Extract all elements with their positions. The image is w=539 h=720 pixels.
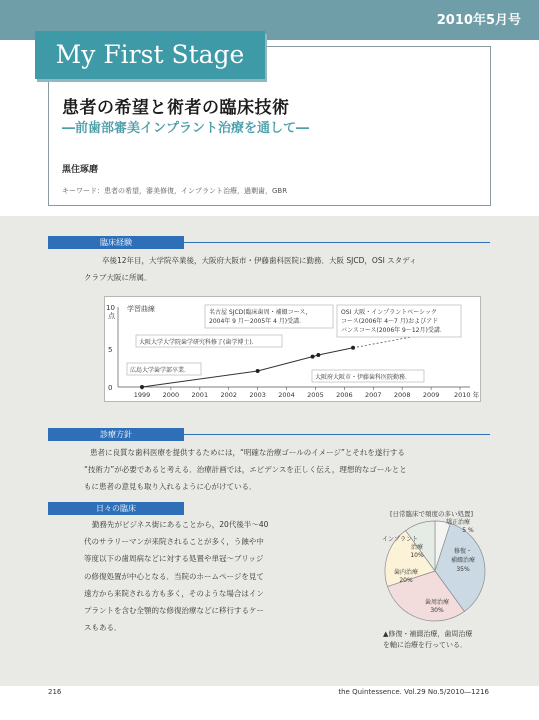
clinic-line: スもある． [84,623,122,633]
curve-point [351,346,355,350]
y-tick-10: 10 [106,304,115,312]
label-restorative-1: 修復・ [453,548,473,555]
career-text-2: クラブ大阪に所属． [84,273,152,282]
article-title: 患者の希望と術者の臨床技術 [62,98,290,118]
x-tick-label: 1999 [133,391,151,399]
x-tick-label: 2000 [162,391,180,399]
annotation-2: 大阪大学大学院歯学研究科修了(歯学博士)． [139,339,258,346]
clinic-line: 遠方から来院される方も多く，そのような場合はイン [84,588,264,598]
y-unit-label: 点 [108,312,115,320]
clinic-line: プラントを含む全顎的な修復治療などに移行するケー [84,606,264,616]
series-title: My First Stage [35,31,265,79]
annotation-3-line-2: 2004年 9 月～2005年 4 月)受講． [209,318,306,325]
annotation-1: 広島大学歯学部卒業． [130,367,191,374]
section-policy-heading: 診療方針 [48,428,184,441]
clinic-line: 代のサラリーマンが来院されることが多く，う蝕や中 [84,537,264,547]
learning-curve-chart [104,296,481,402]
section-clinic-heading: 日々の臨床 [48,502,184,515]
pct-implant: 10% [410,552,424,559]
pie-svg [370,508,500,628]
pct-periodontal: 30% [430,607,444,614]
annotation-3-line-1: 名古屋 SJCD(臨床歯周・補綴コース， [209,309,312,316]
label-orthodontic: 矯正治療 [445,519,471,526]
x-tick-label: 2003 [249,391,266,399]
annotation-4: 大阪府大阪市・伊藤歯科医院勤務． [315,374,412,381]
label-implant-0: インプラント [381,536,419,543]
section-policy-rule [184,434,490,435]
policy-text-3: もに患者の意見も取り入れるように心がけている． [84,482,257,491]
page-number: 216 [48,688,62,696]
journal-info: the Quintessence. Vol.29 No.5/2010―1216 [338,688,489,696]
policy-text-2: “技術力”が必要であると考える．治療計画では，エビデンスを正しく伝え，理想的なゴールとと [84,465,407,474]
annotation-5-line-1: OSI 大阪・インプラントベーシック [341,309,437,316]
x-tick-label: 2005 [307,391,324,399]
label-endodontic: 歯内治療 [393,569,419,576]
section-career-rule [184,242,490,243]
clinic-line: 等度以下の歯周病などに対する処置や単冠～ブリッジ [84,554,264,564]
article-subtitle: ―前歯部審美インプラント治療を通して― [62,121,310,136]
x-tick-label: 2010 年 [454,391,480,399]
clinic-text [84,516,330,636]
x-tick-label: 2006 [336,391,353,399]
career-text-1: 卒後12年目，大学院卒業後，大阪府大阪市・伊藤歯科医院に勤務．大阪 SJCD，OSI スタディ [102,256,417,265]
x-tick-label: 2002 [220,391,238,399]
keywords: キーワード：患者の希望，審美修復，インプラント治療，過剰歯，GBR [62,187,288,195]
issue-date: 2010年5月号 [436,13,521,28]
x-tick-label: 2001 [191,391,209,399]
pct-restorative: 35% [456,566,470,573]
x-tick-label: 2008 [393,391,411,399]
x-tick-label: 2004 [278,391,295,399]
x-tick-label: 2007 [364,391,382,399]
label-periodontal: 歯周治療 [424,599,450,606]
pct-orthodontic: 5 % [462,527,474,534]
y-tick-0: 0 [108,384,113,392]
curve-point [256,369,260,373]
pct-endodontic: 20% [399,577,413,584]
clinic-line: の修復処置が中心となる．当院のホームページを見て [84,571,264,581]
pie-caption-line-2: を軸に治療を行っている． [383,641,467,649]
curve-point [140,385,144,389]
learning-curve-svg [105,297,480,401]
section-career-heading: 臨床経験 [48,236,184,249]
annotation-5-line-2: コース(2006年 4～7 月)およびアド [341,318,439,325]
x-tick-label: 2009 [422,391,440,399]
x-ticks [134,387,480,399]
chart-title: 学習曲線 [127,305,155,313]
pie-title: [日常臨床で頻度の多い処置] [390,510,474,518]
annotation-5-line-3: バンスコース(2006年 9～12月)受講． [341,327,446,334]
curve-point [316,353,320,357]
y-tick-5: 5 [108,346,113,354]
label-implant-1: 治療 [410,544,424,551]
pie-caption-line-1: ▲修復・補綴治療，歯周治療 [383,630,473,638]
curve-point [311,355,315,359]
clinic-line: 勤務先がビジネス街にあることから，20代後半～40 [92,520,269,529]
policy-text-1: 患者に良質な歯科医療を提供するためには，“明確な治療ゴールのイメージ”とそれを遂行する [90,448,405,457]
pie-caption [383,629,495,651]
author-name: 黒住琢磨 [62,165,99,175]
label-restorative-2: 補綴治療 [450,557,476,564]
